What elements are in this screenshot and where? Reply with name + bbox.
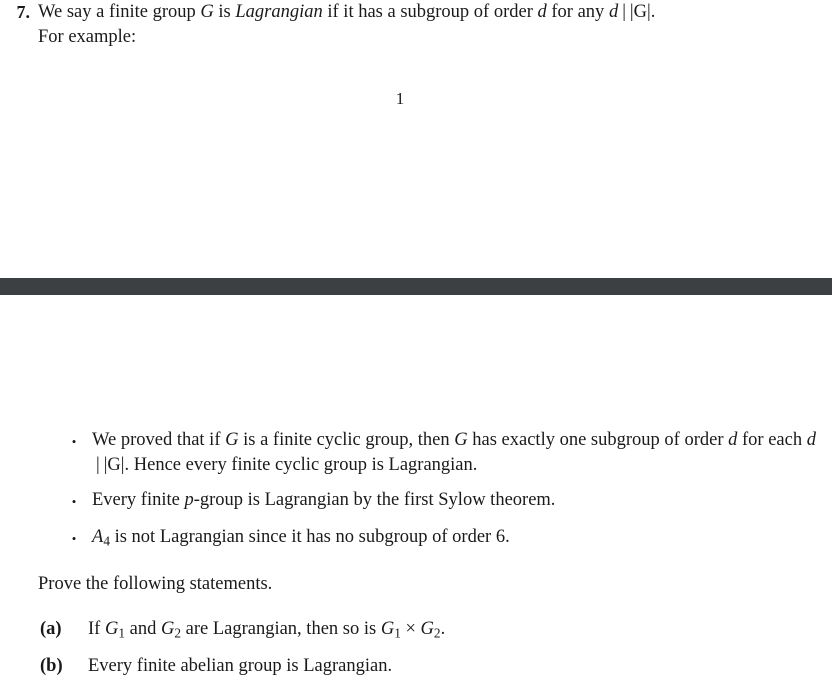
math-subscript-2: 2 — [174, 625, 181, 641]
problem-parts — [0, 617, 832, 687]
part-a-seg2: and — [124, 619, 161, 639]
math-subscript-4: 4 — [103, 533, 110, 549]
list-item-text — [86, 428, 832, 478]
bullet1-seg5: for each — [737, 430, 807, 450]
math-var-G: G — [160, 619, 175, 639]
problem-text — [38, 0, 832, 50]
divides-symbol: | — [622, 2, 626, 22]
list-item-text — [86, 525, 832, 554]
page-number: 1 — [395, 89, 405, 108]
math-var-G: G — [380, 619, 395, 639]
bullet1-seg2: is a finite cyclic group, then — [238, 430, 455, 450]
bullet3-seg1: is not Lagrangian since it has no subgroup of order 6. — [109, 527, 510, 547]
term-lagrangian: Lagrangian — [235, 2, 323, 22]
math-var-A: A — [92, 527, 104, 547]
problem-text-line2: For example: — [38, 27, 137, 47]
problem-statement — [0, 0, 832, 50]
bullet1-seg4: of order — [664, 430, 729, 450]
problem-text-period: . — [650, 2, 656, 22]
math-var-d: d — [537, 2, 547, 22]
bullet-icon: • — [71, 434, 77, 449]
part-a-period: . — [440, 619, 446, 639]
bullet2-seg1: Every finite — [92, 490, 185, 510]
bullet1-seg3: has exactly one subgroup — [467, 430, 660, 450]
math-var-G: G — [454, 430, 468, 450]
math-var-G: G — [420, 619, 434, 639]
math-var-G: G — [225, 430, 239, 450]
bullet1-seg6: . Hence every finite cyclic group is Lagrangian. — [124, 455, 478, 475]
math-subscript-1: 1 — [118, 625, 125, 641]
problem-text-segment-3: if it has a subgroup of order — [322, 2, 538, 22]
math-subscript-1: 1 — [394, 625, 401, 641]
page-break-separator — [0, 278, 832, 295]
math-var-p: p — [184, 490, 194, 510]
bullet2-seg2: -group is Lagrangian by the first Sylow theorem. — [193, 490, 556, 510]
problem-text-segment-2: is — [213, 2, 236, 22]
part-text-b: Every finite abelian group is Lagrangian. — [88, 655, 393, 676]
problem-number: 7. — [16, 2, 30, 22]
problem-part-a — [0, 617, 832, 646]
part-a-seg3: are Lagrangian, then so is — [180, 619, 381, 639]
part-label-b: (b) — [40, 655, 63, 676]
math-order-of-G: |G| — [103, 455, 125, 475]
math-var-d-2: d — [608, 2, 619, 22]
example-list — [0, 428, 832, 554]
problem-text-segment-4: for any — [546, 2, 609, 22]
math-var-G: G — [104, 619, 119, 639]
list-item — [0, 488, 832, 515]
bullet-icon: • — [71, 531, 77, 546]
problem-text-segment-1: We say a finite group — [38, 2, 201, 22]
part-label-a: (a) — [40, 619, 62, 639]
problem-row — [0, 0, 832, 50]
list-item — [0, 428, 832, 478]
bullet1-seg1: We proved that if — [92, 430, 226, 450]
math-order-of-G: |G| — [629, 2, 651, 22]
list-item — [0, 525, 832, 554]
math-var-d: d — [728, 430, 738, 450]
part-a-seg1: If — [88, 619, 105, 639]
math-times-symbol: × — [400, 619, 421, 639]
prove-instruction: Prove the following statements. — [38, 574, 273, 594]
math-var-G: G — [200, 2, 214, 22]
bullet-icon: • — [71, 494, 77, 509]
part-text-a — [88, 617, 832, 646]
list-item-text — [86, 488, 832, 513]
math-subscript-2: 2 — [433, 625, 441, 641]
problem-part-b — [0, 654, 832, 679]
divides-symbol: | — [96, 455, 100, 475]
math-var-d: d — [806, 430, 816, 450]
